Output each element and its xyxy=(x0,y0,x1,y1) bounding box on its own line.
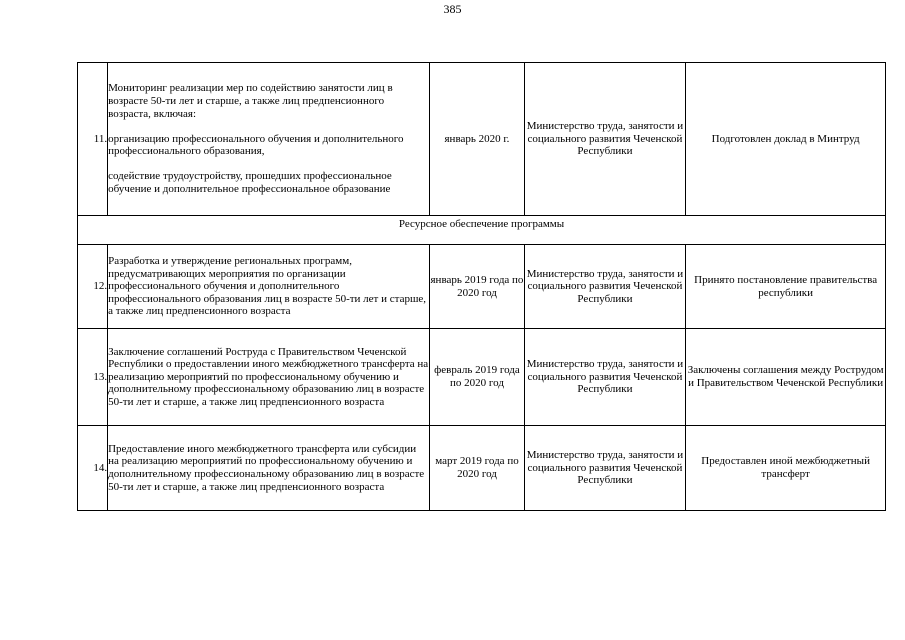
row-description: Предоставление иного межбюджетного трансферта или субсидии на реализацию мероприятий по профессиональному обучению и дополнительному профессиональному образованию лиц в возрасте 50-ти лет и старше, а также лиц предпенсионного возраста xyxy=(108,426,430,511)
row-number: 14. xyxy=(78,426,108,511)
row-term: февраль 2019 года по 2020 год xyxy=(430,329,524,426)
page-number: 385 xyxy=(443,2,462,16)
row-term: январь 2020 г. xyxy=(430,63,524,216)
table-row xyxy=(78,426,886,511)
description-line: содействие трудоустройству, прошедших профессиональное обучение и дополнительное профессиональное образование xyxy=(108,170,392,196)
row-result: Подготовлен доклад в Минтруд xyxy=(686,63,886,216)
row-result: Предоставлен иной межбюджетный трансферт xyxy=(686,426,886,511)
table-row xyxy=(78,245,886,329)
row-description: Разработка и утверждение региональных программ, предусматривающих мероприятия по организации профессионального обучения и дополнительного профессионального образования лиц в возрасте 50-ти лет и старше, а также лиц предпенсионного возраста xyxy=(108,245,430,329)
table-row xyxy=(78,329,886,426)
description-line: Мониторинг реализации мер по содействию занятости лиц в возрасте 50-ти лет и старше, а также лиц предпенсионного возраста, включая: xyxy=(108,82,393,120)
row-executor: Министерство труда, занятости и социального развития Чеченской Республики xyxy=(524,329,686,426)
row-number: 12. xyxy=(78,245,108,329)
row-result: Принято постановление правительства республики xyxy=(686,245,886,329)
description-line: организацию профессионального обучения и дополнительного профессионального образования, xyxy=(108,132,404,158)
row-executor: Министерство труда, занятости и социального развития Чеченской Республики xyxy=(524,245,686,329)
row-number: 13. xyxy=(78,329,108,426)
row-term: январь 2019 года по 2020 год xyxy=(430,245,524,329)
row-number: 11. xyxy=(78,63,108,216)
section-title: Ресурсное обеспечение программы xyxy=(78,216,886,245)
activities-table xyxy=(77,62,886,511)
table-row xyxy=(78,63,886,216)
section-row xyxy=(78,216,886,245)
row-term: март 2019 года по 2020 год xyxy=(430,426,524,511)
row-result: Заключены соглашения между Рострудом и Правительством Чеченской Республики xyxy=(686,329,886,426)
row-description xyxy=(108,63,430,216)
row-description: Заключение соглашений Роструда с Правительством Чеченской Республики о предоставлении иного межбюджетного трансферта на реализацию мероприятий по профессиональному обучению и дополнительному профессиональному образованию лиц в возрасте 50-ти лет и старше, а также лиц предпенсионного возраста xyxy=(108,329,430,426)
row-executor: Министерство труда, занятости и социального развития Чеченской Республики xyxy=(524,426,686,511)
row-executor: Министерство труда, занятости и социального развития Чеченской Республики xyxy=(524,63,686,216)
